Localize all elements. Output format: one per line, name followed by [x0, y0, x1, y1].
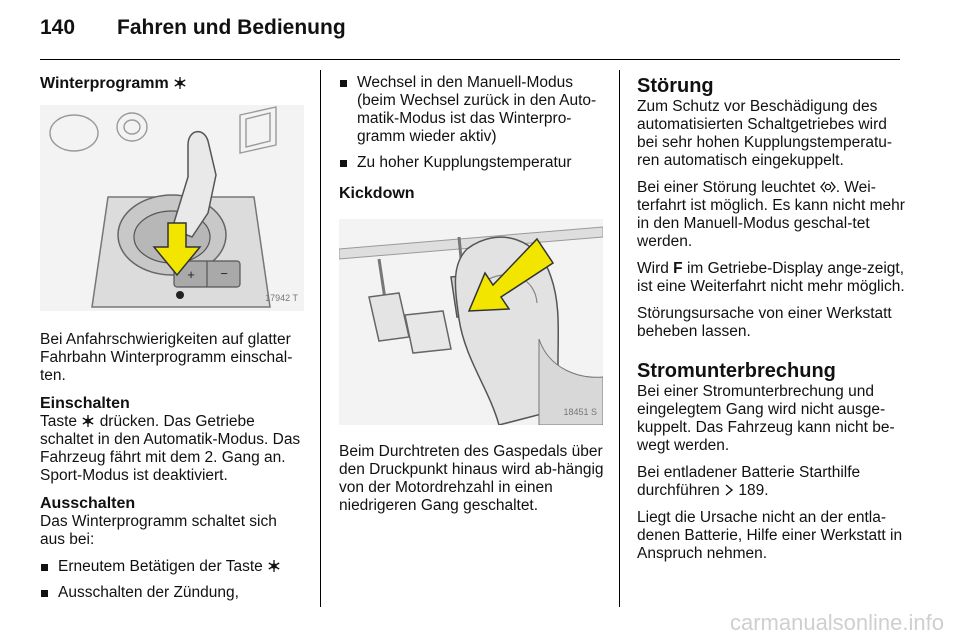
ausschalten-paragraph: Das Winterprogramm schaltet sich aus bei:: [40, 513, 277, 548]
section-heading-stromunterbrechung: Stromunterbrechung: [637, 360, 836, 382]
list-item-text: Erneutem Betätigen der Taste: [58, 558, 263, 575]
bullet-square: [41, 564, 48, 571]
list-item: [339, 74, 607, 146]
display-letter: F: [673, 260, 683, 277]
gear-selector-drawing: [40, 105, 304, 311]
stoerung-paragraph-4: Störungsursache von einer Werkstatt beheben lassen.: [637, 305, 892, 340]
einschalten-text-post: drücken. Das Getriebe schaltet in den Automatik-Modus. Das Fahrzeug fährt mit dem 2. Gang an. Sport-Modus ist deaktiviert.: [40, 413, 301, 484]
bullet-square: [340, 160, 347, 167]
page-header: [40, 16, 900, 46]
column-divider: [320, 70, 321, 607]
stoerung-paragraph-1: Zum Schutz vor Beschädigung des automatisierten Schaltgetriebes wird bei sehr hohen Kupplungstemperatu-ren automatisch eingekuppelt.: [637, 98, 893, 169]
page-number: 140: [40, 16, 76, 39]
list-item-text: Wechsel in den Manuell-Modus (beim Wechsel zurück in den Auto-matik-Modus ist das Winterpro-gramm wieder aktiv): [357, 74, 597, 145]
stoerung-paragraph-3: [637, 260, 909, 296]
pedal-illustration: [339, 219, 603, 425]
strom-paragraph-1: Bei einer Stromunterbrechung und eingelegtem Gang wird nicht ausge-kuppelt. Das Fahrzeug kann nicht be-wegt werden.: [637, 383, 895, 454]
figure-number: 17942 T: [265, 293, 298, 303]
gearbox-warning-icon: [820, 180, 836, 194]
list-item: [40, 584, 306, 602]
watermark: carmanualsonline.info: [729, 610, 944, 635]
list-item-text: Ausschalten der Zündung,: [58, 584, 239, 601]
bullet-square: [41, 590, 48, 597]
column-divider: [619, 70, 620, 607]
list-item: [339, 154, 607, 172]
snowflake-icon: [81, 414, 95, 428]
column-left: [40, 74, 306, 610]
pedal-drawing: [339, 219, 603, 425]
intro-paragraph: Bei Anfahrschwierigkeiten auf glatter Fahrbahn Winterprogramm einschal-ten.: [40, 331, 293, 384]
section-heading-winterprogramm: [40, 74, 306, 93]
kickdown-paragraph: Beim Durchtreten des Gaspedals über den Druckpunkt hinaus wird ab-hängig von der Motordrehzahl in einen niedrigeren Gang geschaltet.: [339, 443, 604, 514]
strom-paragraph-2: [637, 464, 909, 500]
svg-text:−: −: [220, 266, 228, 281]
figure-number: 18451 S: [563, 407, 597, 417]
subheading-einschalten: Einschalten: [40, 395, 130, 412]
svg-text:+: +: [187, 267, 195, 282]
strom-text-pre: Bei entladener Batterie Starthilfe durchführen: [637, 464, 861, 499]
list-item: [40, 558, 306, 576]
stoerung-paragraph-2: [637, 179, 909, 251]
header-rule: [40, 59, 900, 60]
snowflake-icon: [267, 559, 281, 573]
section-heading-text: Winterprogramm: [40, 75, 169, 92]
page-reference[interactable]: 189.: [738, 482, 769, 499]
stoerung-text-post: im Getriebe-Display ange-zeigt, ist eine Weiterfahrt nicht mehr möglich.: [637, 260, 905, 295]
strom-paragraph-3: Liegt die Ursache nicht an der entla-denen Batterie, Hilfe einer Werkstatt in Anspruch nehmen.: [637, 509, 903, 562]
subheading-ausschalten: Ausschalten: [40, 495, 136, 512]
snowflake-icon: [173, 76, 187, 90]
einschalten-paragraph: [40, 413, 306, 485]
list-item-text: Zu hoher Kupplungstemperatur: [357, 154, 572, 171]
stoerung-text-post: . Wei-terfahrt ist möglich. Es kann nicht mehr in den Manuell-Modus geschal-tet werden.: [637, 179, 905, 250]
page-reference-arrow-icon: [724, 483, 734, 497]
einschalten-text-pre: Taste: [40, 413, 78, 430]
chapter-title: Fahren und Bedienung: [117, 16, 346, 39]
bullet-square: [340, 80, 347, 87]
section-heading-stoerung: Störung: [637, 75, 714, 97]
stoerung-text-pre: Bei einer Störung leuchtet: [637, 179, 816, 196]
column-right: [637, 74, 909, 572]
section-heading-kickdown: Kickdown: [339, 185, 415, 202]
column-middle: [339, 74, 607, 524]
stoerung-text-pre: Wird: [637, 260, 669, 277]
gear-selector-illustration: [40, 105, 304, 311]
